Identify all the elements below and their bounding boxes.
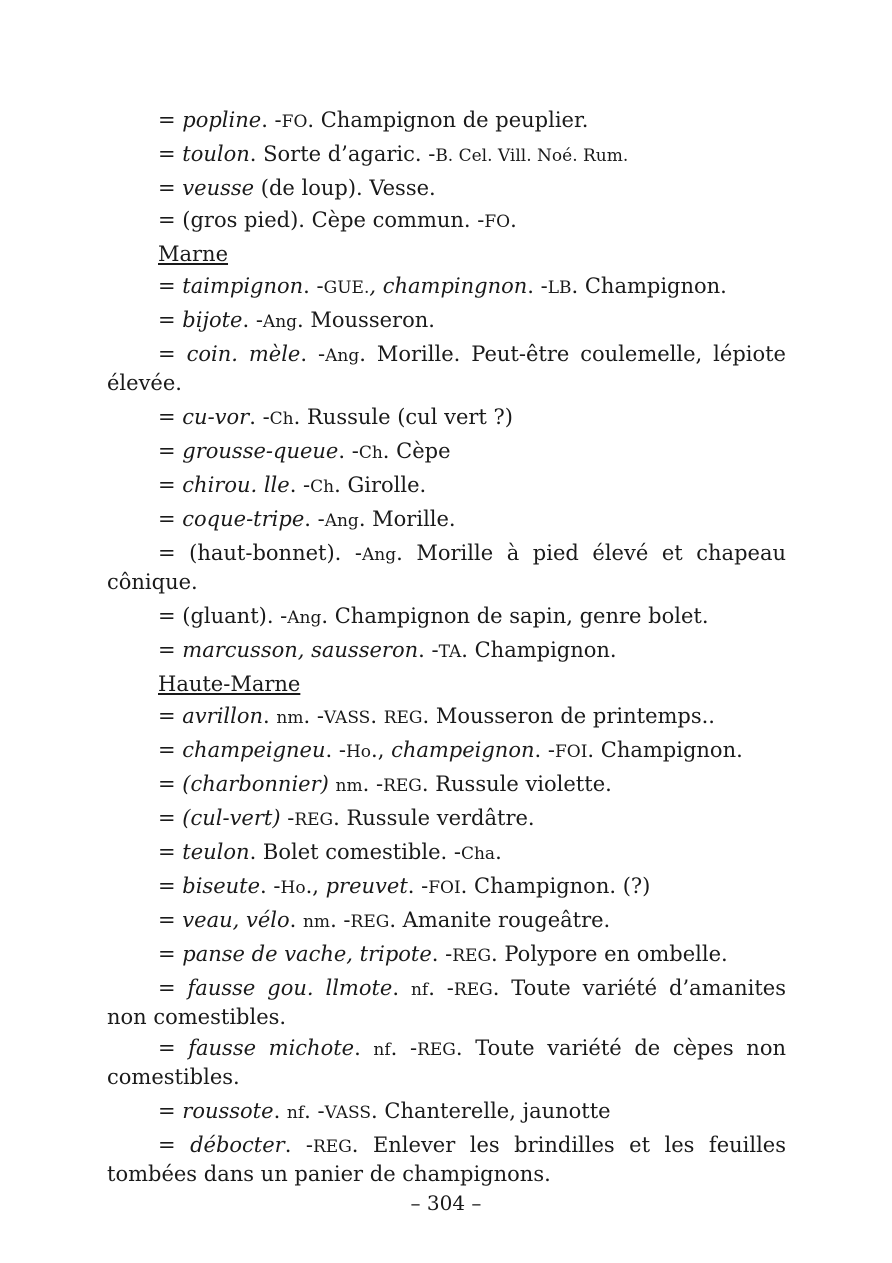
entry-text: . Morille à pied élevé et chapeau cônique. xyxy=(107,541,786,594)
source-abbreviation: REG xyxy=(417,1040,456,1060)
entry-text: = xyxy=(158,473,183,497)
entry-text: . Champignon. xyxy=(461,638,617,662)
entry-text: . Bolet comestible. - xyxy=(249,840,461,864)
source-abbreviation: FO xyxy=(484,212,511,232)
glossary-entry xyxy=(107,1095,786,1129)
entry-text: . Sorte d’agaric. - xyxy=(249,142,436,166)
entry-text: . - xyxy=(390,1036,418,1060)
entry-text: . xyxy=(273,1099,287,1123)
source-abbreviation: VASS xyxy=(323,708,371,728)
entry-text: . - xyxy=(303,274,324,298)
glossary-entry xyxy=(107,341,786,397)
entry-text: = xyxy=(158,976,188,1000)
dialect-term: bijote xyxy=(182,308,243,332)
dialect-term: champingnon xyxy=(382,274,528,298)
dialect-term: toulon xyxy=(182,142,250,166)
glossary-entry xyxy=(107,634,786,668)
dialect-term: avrillon xyxy=(182,704,264,728)
source-abbreviation: REG xyxy=(452,946,492,966)
dialect-term: grousse-queue xyxy=(182,439,339,463)
dialect-term: fausse michote xyxy=(188,1036,355,1060)
dialect-term: teulon xyxy=(182,840,250,864)
glossary-entry xyxy=(107,975,786,1031)
dialect-term: veusse xyxy=(182,176,255,200)
entry-text: . xyxy=(289,908,303,932)
entry-text: . Mousseron. xyxy=(297,308,435,332)
glossary-entry xyxy=(107,904,786,938)
entry-text: = xyxy=(158,806,183,830)
source-abbreviation: GUE. xyxy=(323,278,370,298)
entry-text: = xyxy=(158,176,183,200)
entry-text: . - xyxy=(261,108,282,132)
glossary-entry xyxy=(107,270,786,304)
entry-text: . - xyxy=(325,738,346,762)
entry-text: ., xyxy=(371,738,392,762)
region-heading: Haute-Marne xyxy=(158,672,301,696)
entry-text: . Champignon. (?) xyxy=(460,874,651,898)
entry-text: = xyxy=(158,772,183,796)
glossary-entry xyxy=(107,469,786,503)
entry-text: = xyxy=(158,274,183,298)
source-abbreviation: nf xyxy=(286,1103,305,1123)
entry-text: = xyxy=(158,874,183,898)
dialect-term: coin. mèle xyxy=(186,342,301,366)
glossary-entry xyxy=(107,204,786,238)
glossary-entry xyxy=(107,802,786,836)
source-abbreviation: Ang xyxy=(324,511,359,531)
entry-text: . Chanterelle, jaunotte xyxy=(371,1099,611,1123)
entry-text: . Morille. xyxy=(358,507,456,531)
entry-text: . Russule (cul vert ?) xyxy=(293,405,513,429)
source-abbreviation: B. Cel. Vill. Noé. Rum. xyxy=(435,146,629,166)
dialect-term: fausse gou. llmote xyxy=(187,976,393,1000)
entry-text: = xyxy=(158,1099,183,1123)
dialect-term: preuvet xyxy=(325,874,408,898)
glossary-entry xyxy=(107,768,786,802)
glossary-entry xyxy=(107,870,786,904)
source-abbreviation: LB xyxy=(547,278,572,298)
dialect-term: marcusson, sausseron xyxy=(182,638,419,662)
dialect-term: panse de vache, tripote xyxy=(182,942,432,966)
source-abbreviation: Ang xyxy=(325,346,360,366)
glossary-entry xyxy=(107,836,786,870)
dialect-term: champeignon xyxy=(391,738,535,762)
dialect-term: (cul-vert) xyxy=(182,806,281,830)
entry-text: . Russule verdâtre. xyxy=(333,806,535,830)
entry-text: . - xyxy=(284,1133,313,1157)
entry-text: = (gluant). - xyxy=(158,604,288,628)
entry-text: . - xyxy=(304,507,325,531)
dialect-term: , xyxy=(369,274,383,298)
glossary-entry xyxy=(107,304,786,338)
page-number: – 304 – xyxy=(410,1191,482,1215)
entry-text: . - xyxy=(407,874,429,898)
glossary-entry xyxy=(107,1132,786,1188)
region-heading: Marne xyxy=(158,242,229,266)
glossary-entry xyxy=(107,435,786,469)
source-abbreviation: REG xyxy=(383,708,423,728)
entry-text: = xyxy=(158,108,183,132)
source-abbreviation: FOI xyxy=(428,878,461,898)
dialect-term: taimpignon xyxy=(182,274,304,298)
entry-text: = xyxy=(158,942,183,966)
dialect-term: popline xyxy=(182,108,262,132)
entry-text: . - xyxy=(242,308,263,332)
entry-text: . Morille. Peut-être coulemelle, lépiote élevée. xyxy=(107,342,786,395)
dialect-term: coque-tripe xyxy=(182,507,305,531)
glossary-entry xyxy=(107,700,786,734)
entry-text: . - xyxy=(418,638,439,662)
entry-text: = xyxy=(158,1036,189,1060)
entry-text: . Polypore en ombelle. xyxy=(491,942,728,966)
entry-text: = xyxy=(158,507,183,531)
entry-text: . xyxy=(495,840,502,864)
source-abbreviation: REG xyxy=(294,810,334,830)
source-abbreviation: Ch xyxy=(310,477,335,497)
entry-text: . Cèpe xyxy=(382,439,451,463)
entry-text: . - xyxy=(300,342,326,366)
glossary-entry xyxy=(107,401,786,435)
source-abbreviation: nm xyxy=(276,708,304,728)
entry-text: . - xyxy=(428,976,454,1000)
entry-text: (de loup). Vesse. xyxy=(254,176,436,200)
entry-text: . Russule violette. xyxy=(421,772,612,796)
dialect-term: roussote xyxy=(182,1099,274,1123)
source-abbreviation: nf xyxy=(410,980,429,1000)
dialect-term: veau, vélo xyxy=(182,908,290,932)
entry-text: . - xyxy=(431,942,453,966)
entry-text: - xyxy=(280,806,295,830)
entry-text: . - xyxy=(527,274,548,298)
source-abbreviation: VASS xyxy=(324,1103,372,1123)
entry-text: . - xyxy=(249,405,270,429)
entry-text: . xyxy=(370,704,384,728)
source-abbreviation: FOI xyxy=(554,742,588,762)
entry-text: . Toute variété de cèpes non comestibles. xyxy=(107,1036,786,1089)
entry-text: = xyxy=(158,142,183,166)
source-abbreviation: REG xyxy=(453,980,493,1000)
dialect-term: chirou. lle xyxy=(182,473,290,497)
source-abbreviation: Ho xyxy=(280,878,306,898)
entry-text: = xyxy=(158,405,183,429)
entry-text: . - xyxy=(330,908,351,932)
entry-text: . Champignon. xyxy=(587,738,743,762)
entry-text: . - xyxy=(304,1099,325,1123)
glossary-text xyxy=(107,104,786,1192)
glossary-entry xyxy=(107,734,786,768)
dialect-term: cu-vor xyxy=(182,405,250,429)
source-abbreviation: nf xyxy=(373,1040,391,1060)
dialect-term: (charbonnier) xyxy=(182,772,329,796)
source-abbreviation: Ang xyxy=(262,312,298,332)
source-abbreviation: Ang xyxy=(362,545,397,565)
dialect-term: champeigneu xyxy=(182,738,326,762)
source-abbreviation: REG xyxy=(312,1137,352,1157)
entry-text: = xyxy=(158,840,183,864)
entry-text: . xyxy=(263,704,277,728)
entry-text: = xyxy=(158,342,187,366)
entry-text: = xyxy=(158,638,183,662)
entry-text: . Champignon. xyxy=(571,274,727,298)
entry-text: = xyxy=(158,738,183,762)
entry-text xyxy=(329,772,336,796)
entry-text: . Toute variété d’amanites non comestibles. xyxy=(107,976,786,1029)
source-abbreviation: nm xyxy=(335,776,363,796)
entry-text: = xyxy=(158,908,183,932)
glossary-entry xyxy=(107,540,786,596)
source-abbreviation: nm xyxy=(302,912,331,932)
glossary-entry xyxy=(107,104,786,138)
entry-text: . - xyxy=(260,874,281,898)
glossary-entry xyxy=(107,600,786,634)
entry-text: . Mousseron de printemps.. xyxy=(422,704,715,728)
source-abbreviation: Cha xyxy=(460,844,496,864)
source-abbreviation: Ch xyxy=(269,409,294,429)
dialect-term: biseute xyxy=(182,874,261,898)
entry-text: . xyxy=(392,976,411,1000)
entry-text: . - xyxy=(338,439,359,463)
source-abbreviation: Ang xyxy=(287,608,322,628)
entry-text: = (gros pied). Cèpe commun. - xyxy=(158,208,485,232)
glossary-entry xyxy=(107,172,786,204)
entry-text: . xyxy=(354,1036,374,1060)
entry-text: . - xyxy=(303,704,324,728)
source-abbreviation: TA xyxy=(438,642,462,662)
source-abbreviation: Ho xyxy=(345,742,372,762)
source-abbreviation: FO xyxy=(281,112,308,132)
entry-text: = xyxy=(158,439,183,463)
entry-text: . - xyxy=(534,738,555,762)
entry-text: = xyxy=(158,704,183,728)
source-abbreviation: Ch xyxy=(358,443,383,463)
entry-text: = (haut-bonnet). - xyxy=(158,541,363,565)
entry-text: . Amanite rougeâtre. xyxy=(389,908,611,932)
entry-text: . Champignon de peuplier. xyxy=(307,108,589,132)
entry-text: = xyxy=(158,1133,191,1157)
dialect-term: débocter xyxy=(190,1133,285,1157)
entry-text: . - xyxy=(289,473,311,497)
entry-text: ., xyxy=(305,874,326,898)
entry-text: . Enlever les brindilles et les feuilles tombées dans un panier de champignons. xyxy=(107,1133,786,1186)
source-abbreviation: REG xyxy=(383,776,422,796)
glossary-entry xyxy=(107,938,786,972)
entry-text: . Girolle. xyxy=(334,473,427,497)
entry-text: . Champignon de sapin, genre bolet. xyxy=(321,604,709,628)
entry-text: . xyxy=(510,208,517,232)
entry-text: . - xyxy=(362,772,384,796)
glossary-entry xyxy=(107,503,786,537)
entry-text: = xyxy=(158,308,183,332)
source-abbreviation: REG xyxy=(350,912,390,932)
glossary-entry xyxy=(107,138,786,172)
glossary-entry xyxy=(107,1035,786,1091)
